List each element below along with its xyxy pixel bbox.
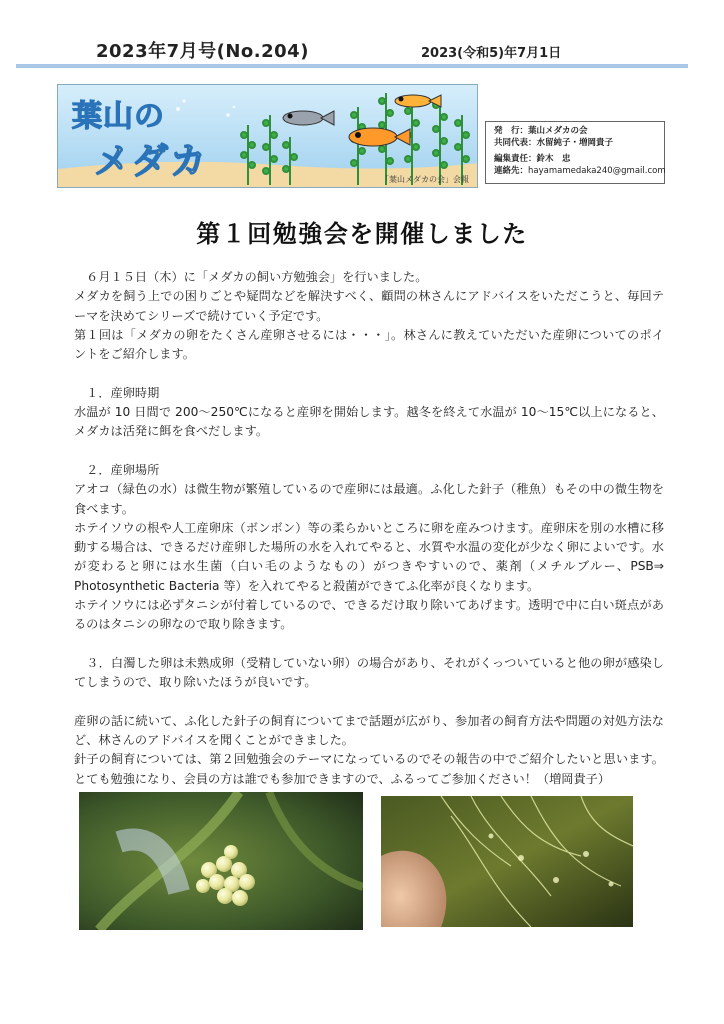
reps-label: 共同代表： (494, 137, 537, 148)
paragraph: ホテイソウには必ずタニシが付着しているので、できるだけ取り除いてあげます。透明で中に白い斑点があるのはタニシの卵なので取り除きます。 (74, 598, 664, 632)
paragraph: 第１回は「メダカの卵をたくさん産卵させるには・・・」。林さんに教えていただいた産卵についてのポイントをご紹介します。 (74, 327, 664, 362)
issue-number: 2023年7月号(No.204) (96, 41, 309, 62)
paragraph: メダカを飼う上での困りごとや疑問などを解決すべく、顧問の林さんにアドバイスをいただこうと、毎回テーマを決めてシリーズで続けていく予定です。 (74, 289, 664, 323)
publisher-row (494, 126, 656, 138)
publisher-label: 発 行： (494, 126, 529, 136)
section-heading: ２．産卵場所 (74, 462, 160, 477)
issue-date: 2023(令和5)年7月1日 (421, 46, 562, 61)
reps-value: 水留純子・増岡貴子 (536, 137, 614, 148)
editor-row (494, 154, 656, 166)
banner-title-line1: 葉山の (72, 99, 165, 134)
paragraph: 産卵の話に続いて、ふ化した針子の飼育についてまで話題が広がり、参加者の飼育方法や問題の対処方法など、林さんのアドバイスを聞くことができました。 (74, 713, 664, 748)
header-rule (16, 64, 688, 68)
publisher-info-box (485, 121, 665, 184)
article-headline: 第１回勉強会を開催しました (196, 220, 528, 248)
article-body (74, 268, 664, 789)
paragraph: 針子の飼育については、第２回勉強会のテーマになっているのでその報告の中でご紹介したいと思います。とても勉強になり、会員の方は誰でも参加できますので、ふるってご参加ください！（増岡貴子） (74, 752, 664, 786)
paragraph: 水温が 10 日間で 200～250℃になると産卵を開始します。越冬を終えて水温が 10～15℃以上になると、メダカは活発に餌を食べだします。 (74, 405, 664, 439)
water-hyacinth-roots-photo (381, 796, 633, 927)
editor-label: 編集責任： (494, 154, 537, 164)
contact-email: hayamamedaka240@gmail.com (528, 165, 666, 176)
section-heading: １．産卵時期 (74, 385, 160, 400)
publisher-value: 葉山メダカの会 (528, 126, 588, 136)
masthead-banner (57, 84, 478, 188)
medaka-eggs-cluster-photo (79, 792, 363, 930)
contact-row (494, 165, 666, 178)
paragraph: アオコ（緑色の水）は微生物が繁殖しているので産卵には最適。ふ化した針子（稚魚）もその中の微生物を食べます。 (74, 482, 664, 516)
banner-title-line2: メダカ (94, 141, 209, 182)
banner-tagline: 「葉山メダカの会」会報 (381, 175, 469, 184)
paragraph: ホテイソウの根や人工産卵床（ボンボン）等の柔らかいところに卵を産みつけます。産卵床を別の水槽に移動する場合は、できるだけ産卵した場所の水を入れてやると、水質や水温の変化が少なく卵によいです。水が変わると卵には水生菌（白い毛のようなもの）がつきやすいので、薬剤（メチルブルー、PSB⇒ Photosynthetic Bacteria 等）を入れてやると殺菌ができてふ化率が良くなります。 (74, 520, 664, 593)
section-heading: ３．白濁した卵は未熟成卵（受精していない卵）の場合があり、それがくっついていると他の卵が感染してしまうので、取り除いたほうが良いです。 (74, 655, 664, 690)
reps-row (494, 138, 656, 150)
paragraph: ６月１５日（木）に「メダカの飼い方勉強会」を行いました。 (74, 270, 428, 284)
editor-value: 鈴木 忠 (536, 154, 571, 164)
contact-label: 連絡先： (494, 165, 529, 176)
